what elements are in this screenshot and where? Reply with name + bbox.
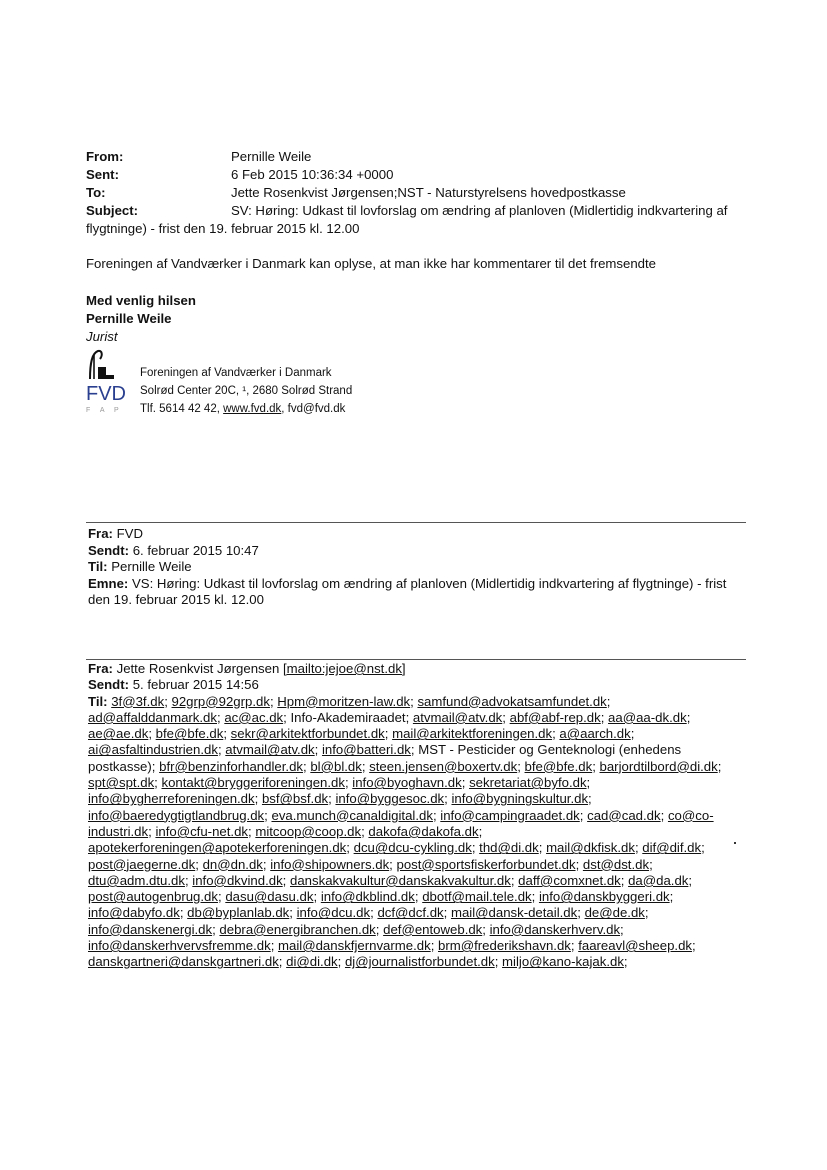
recipient-email-link[interactable]: info@dkblind.dk	[320, 889, 415, 905]
recipient-email-link[interactable]: def@entoweb.dk	[383, 921, 483, 937]
header-sent-row	[86, 166, 766, 184]
separator-text: ;	[570, 938, 579, 954]
separator-text: ;	[361, 758, 370, 774]
header-from-row	[86, 148, 766, 166]
recipient-email-link[interactable]: post@autogenbrug.dk	[88, 889, 218, 905]
recipient-email-link[interactable]: info@campingraadet.dk	[440, 807, 580, 823]
recipient-email-link[interactable]: info@shipowners.dk	[270, 856, 390, 872]
separator-text: ;	[494, 954, 503, 970]
forwarded-header-1	[88, 526, 753, 609]
recipient-email-link[interactable]: bfe@bfe.dk	[524, 758, 593, 774]
separator-text: ;	[701, 840, 705, 856]
recipient-email-link[interactable]: bl@bl.dk	[310, 758, 362, 774]
recipient-email-link[interactable]: mail@danskfjernvarme.dk	[278, 938, 431, 954]
recipient-email-link[interactable]: debra@energibranchen.dk	[219, 921, 376, 937]
recipient-email-link[interactable]: 92grp@92grp.dk	[171, 693, 270, 709]
from-value: Pernille Weile	[231, 149, 312, 164]
recipient-email-link[interactable]: eva.munch@canaldigital.dk	[271, 807, 433, 823]
recipient-email-link[interactable]: daff@comxnet.dk	[518, 872, 621, 888]
recipient-email-link[interactable]: info@dcu.dk	[296, 905, 371, 921]
separator-text: ;	[217, 889, 226, 905]
separator-text: ;	[552, 726, 560, 742]
fvd-logo	[84, 345, 134, 415]
recipient-email-link[interactable]: bfr@benzinforhandler.dk	[159, 758, 303, 774]
fwd1-til-row: Til: Pernille Weile	[88, 559, 192, 574]
recipient-email-link[interactable]: info@danskenergi.dk	[88, 921, 213, 937]
separator-text: ; MST - Pesticider og Genteknologi (enhedens	[410, 742, 682, 758]
divider-2	[86, 659, 746, 660]
recipient-email-link[interactable]: bsf@bsf.dk	[261, 791, 329, 807]
recipient-email-link[interactable]: de@de.dk	[584, 905, 645, 921]
recipient-email-link[interactable]: ae@ae.dk	[88, 726, 149, 742]
recipient-email-link[interactable]: post@sportsfiskerforbundet.dk	[396, 856, 576, 872]
recipient-email-link[interactable]: sekretariat@byfo.dk	[469, 775, 587, 791]
separator-text: ;	[217, 742, 226, 758]
separator-text: ;	[212, 921, 220, 937]
separator-text: ;	[538, 840, 547, 856]
email-header	[86, 148, 766, 238]
recipient-email-link[interactable]: mail@arkitektforeningen.dk	[392, 726, 553, 742]
separator-text: ;	[600, 709, 609, 725]
recipient-email-link[interactable]: info@dabyfo.dk	[88, 905, 180, 921]
separator-text: ;	[510, 872, 519, 888]
separator-text: ;	[588, 791, 592, 807]
recipient-line	[88, 857, 753, 873]
separator-text: ;	[669, 889, 674, 905]
fwd1-fra-row: Fra: FVD	[88, 526, 143, 541]
recipient-email-link[interactable]: info@bygningskultur.dk	[451, 791, 589, 807]
recipient-email-link[interactable]: dif@dif.dk	[642, 840, 702, 856]
recipients-list	[88, 694, 753, 971]
recipient-email-link[interactable]: dj@journalistforbundet.dk	[344, 954, 495, 970]
separator-text: ;	[444, 791, 452, 807]
recipient-email-link[interactable]: barjordtilbord@di.dk	[599, 758, 718, 774]
recipient-email-link[interactable]: steen.jensen@boxertv.dk	[369, 758, 518, 774]
recipient-line	[88, 791, 753, 807]
org-address: Solrød Center 20C, ¹, 2680 Solrød Strand	[140, 385, 353, 397]
separator-text: ;	[531, 889, 539, 905]
recipient-email-link[interactable]: faareavl@sheep.dk	[578, 938, 693, 954]
separator-text: ;	[313, 889, 321, 905]
separator-text: ;	[148, 726, 156, 742]
separator-text: ;	[410, 693, 418, 709]
recipient-email-link[interactable]: spt@spt.dk	[88, 775, 155, 791]
separator-text: ;	[592, 758, 600, 774]
to-label: To:	[86, 185, 106, 200]
recipient-line	[88, 694, 753, 710]
separator-text: ;	[432, 807, 441, 823]
separator-text: ;	[154, 775, 162, 791]
recipient-email-link[interactable]: dakofa@dakofa.dk	[368, 823, 479, 839]
separator-text: ;	[686, 709, 691, 725]
recipient-line	[88, 742, 753, 758]
separator-text: ;	[179, 905, 188, 921]
separator-text: ;	[148, 823, 156, 839]
sent-value: 6 Feb 2015 10:36:34 +0000	[231, 167, 394, 182]
separator-text: ;	[223, 726, 231, 742]
separator-text: ;	[389, 856, 397, 872]
to-value: Jette Rosenkvist Jørgensen;NST - Naturstyrelsens hovedpostkasse	[231, 185, 626, 200]
separator-text: ; Info-Akademiraadet;	[283, 709, 413, 725]
header-subject-row	[86, 202, 766, 220]
recipient-email-link[interactable]: info@danskbyggeri.dk	[538, 889, 670, 905]
recipient-email-link[interactable]: mail@dkfisk.dk	[546, 840, 635, 856]
recipient-email-link[interactable]: info@danskerhverv.dk	[489, 921, 621, 937]
recipient-email-link[interactable]: danskgartneri@danskgartneri.dk	[88, 954, 279, 970]
recipient-line	[88, 840, 753, 856]
signature-title: Jurist	[86, 329, 118, 344]
body-paragraph: Foreningen af Vandværker i Danmark kan oplyse, at man ikke har kommentarer til det fremsendte	[86, 256, 657, 271]
separator-text: ;	[375, 921, 384, 937]
separator-text: ;	[660, 807, 668, 823]
recipient-email-link[interactable]: dcu@dcu-cykling.dk	[353, 840, 472, 856]
recipient-email-link[interactable]: atvmail@atv.dk	[412, 709, 503, 725]
recipient-line	[88, 824, 753, 840]
separator-text: ;	[579, 807, 588, 823]
separator-text: ;	[692, 938, 696, 954]
separator-text: ;	[717, 758, 722, 774]
separator-text: ;	[248, 823, 256, 839]
recipient-email-link[interactable]: mitcoop@coop.dk	[255, 823, 362, 839]
separator-text: ;	[184, 872, 193, 888]
separator-text: ;	[461, 775, 470, 791]
website-link[interactable]: www.fvd.dk	[223, 403, 282, 415]
organization-block	[140, 364, 352, 418]
recipient-email-link[interactable]: da@da.dk	[628, 872, 689, 888]
recipient-email-link[interactable]: ac@ac.dk	[224, 709, 284, 725]
separator-text: ;	[620, 872, 629, 888]
recipient-line	[88, 873, 753, 889]
recipient-email-link[interactable]: info@batteri.dk	[321, 742, 411, 758]
separator-text: ;	[289, 905, 297, 921]
separator-text: ;	[303, 758, 311, 774]
recipient-email-link[interactable]: sekr@arkitektforbundet.dk	[230, 726, 385, 742]
separator-text: ;	[195, 856, 203, 872]
recipient-email-link[interactable]: industri.dk	[88, 823, 149, 839]
separator-text: ;	[443, 905, 451, 921]
recipient-email-link[interactable]: apotekerforeningen@apotekerforeningen.dk	[88, 840, 347, 856]
recipient-email-link[interactable]: aa@aa-dk.dk	[608, 709, 687, 725]
subject-label: Subject:	[86, 203, 139, 218]
recipient-email-link[interactable]: kontakt@bryggeriforeningen.dk	[161, 775, 345, 791]
signature-greeting: Med venlig hilsen	[86, 293, 196, 308]
org-contact: Tlf. 5614 42 42, www.fvd.dk, fvd@fvd.dk	[140, 403, 346, 415]
fwd2-fra-row: Fra: Jette Rosenkvist Jørgensen [mailto:jejoe@nst.dk]	[88, 661, 406, 676]
recipient-email-link[interactable]: thd@di.dk	[479, 840, 539, 856]
recipient-email-link[interactable]: post@jaegerne.dk	[88, 856, 196, 872]
recipient-line	[88, 759, 753, 775]
subject-continuation: flygtninge) - frist den 19. februar 2015 kl. 12.00	[86, 221, 360, 236]
recipient-email-link[interactable]: co@co-	[667, 807, 714, 823]
scan-speck	[734, 842, 736, 844]
recipient-email-link[interactable]: atvmail@atv.dk	[225, 742, 315, 758]
separator-text: ;	[517, 758, 525, 774]
header-to-row	[86, 184, 766, 202]
recipient-email-link[interactable]: ai@asfaltindustrien.dk	[88, 742, 218, 758]
separator-text: ;	[482, 921, 490, 937]
recipient-email-link[interactable]: dst@dst.dk	[582, 856, 650, 872]
separator-text: ;	[270, 938, 279, 954]
separator-text: ;	[164, 693, 172, 709]
recipient-email-link[interactable]: brm@frederikshavn.dk	[438, 938, 571, 954]
separator-text: ;	[254, 791, 262, 807]
recipient-email-link[interactable]: info@byggesoc.dk	[335, 791, 445, 807]
separator-text: ;	[314, 742, 322, 758]
subject-value: SV: Høring: Udkast til lovforslag om ændring af planloven (Midlertidig indkvartering af	[231, 203, 728, 218]
recipient-email-link[interactable]: a@aarch.dk	[559, 726, 631, 742]
separator-text: postkasse);	[88, 758, 160, 774]
separator-text: ;	[577, 905, 585, 921]
til-label: Til:	[88, 693, 112, 709]
recipient-email-link[interactable]: bfe@bfe.dk	[155, 726, 224, 742]
separator-text: ;	[586, 775, 591, 791]
separator-text: ;	[344, 775, 353, 791]
recipient-email-link[interactable]: miljo@kano-kajak.dk	[502, 954, 624, 970]
recipient-email-link[interactable]: info@baeredygtigtlandbrug.dk	[88, 807, 265, 823]
separator-text: ;	[634, 840, 643, 856]
separator-text: ;	[471, 840, 480, 856]
recipient-line	[88, 938, 753, 954]
separator-text: ;	[623, 954, 628, 970]
recipient-email-link[interactable]: samfund@advokatsamfundet.dk	[417, 693, 607, 709]
recipient-email-link[interactable]: info@danskerhvervsfremme.dk	[88, 938, 271, 954]
recipient-email-link[interactable]: info@dkvind.dk	[192, 872, 283, 888]
fwd1-sendt-row: Sendt: 6. februar 2015 10:47	[88, 542, 259, 558]
separator-text: ;	[278, 954, 287, 970]
separator-text: ;	[361, 823, 369, 839]
logo-lettering: FVD	[86, 383, 126, 405]
separator-text: ;	[346, 840, 354, 856]
separator-text: ;	[216, 709, 225, 725]
separator-text: ;	[384, 726, 393, 742]
recipient-email-link[interactable]: dbotf@mail.tele.dk	[422, 889, 532, 905]
separator-text: ;	[630, 726, 635, 742]
separator-text: ;	[370, 905, 378, 921]
from-label: From:	[86, 149, 124, 164]
separator-text: ;	[337, 954, 345, 970]
separator-text: ;	[575, 856, 583, 872]
separator-text: ;	[328, 791, 336, 807]
svg-text:F A P: F A P	[86, 407, 123, 414]
recipient-line	[88, 905, 753, 921]
recipient-email-link[interactable]: 3f@3f.dk	[111, 693, 165, 709]
fwd1-emne-continuation: den 19. februar 2015 kl. 12.00	[88, 592, 264, 607]
fwd2-sendt-row: Sendt: 5. februar 2015 14:56	[88, 677, 259, 693]
recipient-email-link[interactable]: dn@dn.dk	[202, 856, 263, 872]
separator-text: ;	[264, 807, 272, 823]
recipient-line	[88, 808, 753, 824]
recipient-line	[88, 954, 753, 970]
signature	[86, 292, 196, 346]
separator-text: ;	[414, 889, 423, 905]
separator-text: ;	[478, 823, 483, 839]
separator-text: ;	[269, 693, 278, 709]
recipient-email-link[interactable]: dtu@adm.dtu.dk	[88, 872, 185, 888]
recipient-email-link[interactable]: info@byoghavn.dk	[352, 775, 462, 791]
recipient-line	[88, 710, 753, 726]
separator-text: ;	[502, 709, 510, 725]
org-name: Foreningen af Vandværker i Danmark	[140, 367, 332, 379]
separator-text: ;	[262, 856, 271, 872]
separator-text: ;	[688, 872, 693, 888]
divider-1	[86, 522, 746, 523]
recipient-email-link[interactable]: dasu@dasu.dk	[225, 889, 314, 905]
recipient-line	[88, 889, 753, 905]
separator-text: ;	[644, 905, 649, 921]
separator-text: ;	[606, 693, 611, 709]
recipient-email-link[interactable]: dcf@dcf.dk	[377, 905, 444, 921]
recipient-email-link[interactable]: abf@abf-rep.dk	[509, 709, 601, 725]
recipient-line	[88, 775, 753, 791]
separator-text: ;	[282, 872, 290, 888]
recipient-email-link[interactable]: Hpm@moritzen-law.dk	[277, 693, 411, 709]
recipient-email-link[interactable]: cad@cad.dk	[587, 807, 661, 823]
sent-label: Sent:	[86, 167, 119, 182]
recipient-line	[88, 726, 753, 742]
recipient-line	[88, 922, 753, 938]
recipient-email-link[interactable]: danskakvakultur@danskakvakultur.dk	[290, 872, 511, 888]
recipient-email-link[interactable]: mail@dansk-detail.dk	[450, 905, 578, 921]
recipient-email-link[interactable]: info@cfu-net.dk	[155, 823, 248, 839]
signature-name: Pernille Weile	[86, 311, 172, 326]
fwd1-emne-row: Emne: VS: Høring: Udkast til lovforslag om ændring af planloven (Midlertidig indkvartering af flygtninge) - frist	[88, 575, 727, 591]
recipient-email-link[interactable]: db@byplanlab.dk	[187, 905, 290, 921]
separator-text: ;	[620, 921, 624, 937]
separator-text: ;	[430, 938, 439, 954]
recipient-email-link[interactable]: ad@affalddanmark.dk	[88, 709, 217, 725]
mailto-link[interactable]: [mailto:jejoe@nst.dk]	[282, 661, 406, 676]
separator-text: ;	[649, 856, 653, 872]
forwarded-header-2	[88, 661, 753, 971]
recipient-email-link[interactable]: di@di.dk	[286, 954, 338, 970]
recipient-email-link[interactable]: info@bygherreforeningen.dk	[88, 791, 255, 807]
